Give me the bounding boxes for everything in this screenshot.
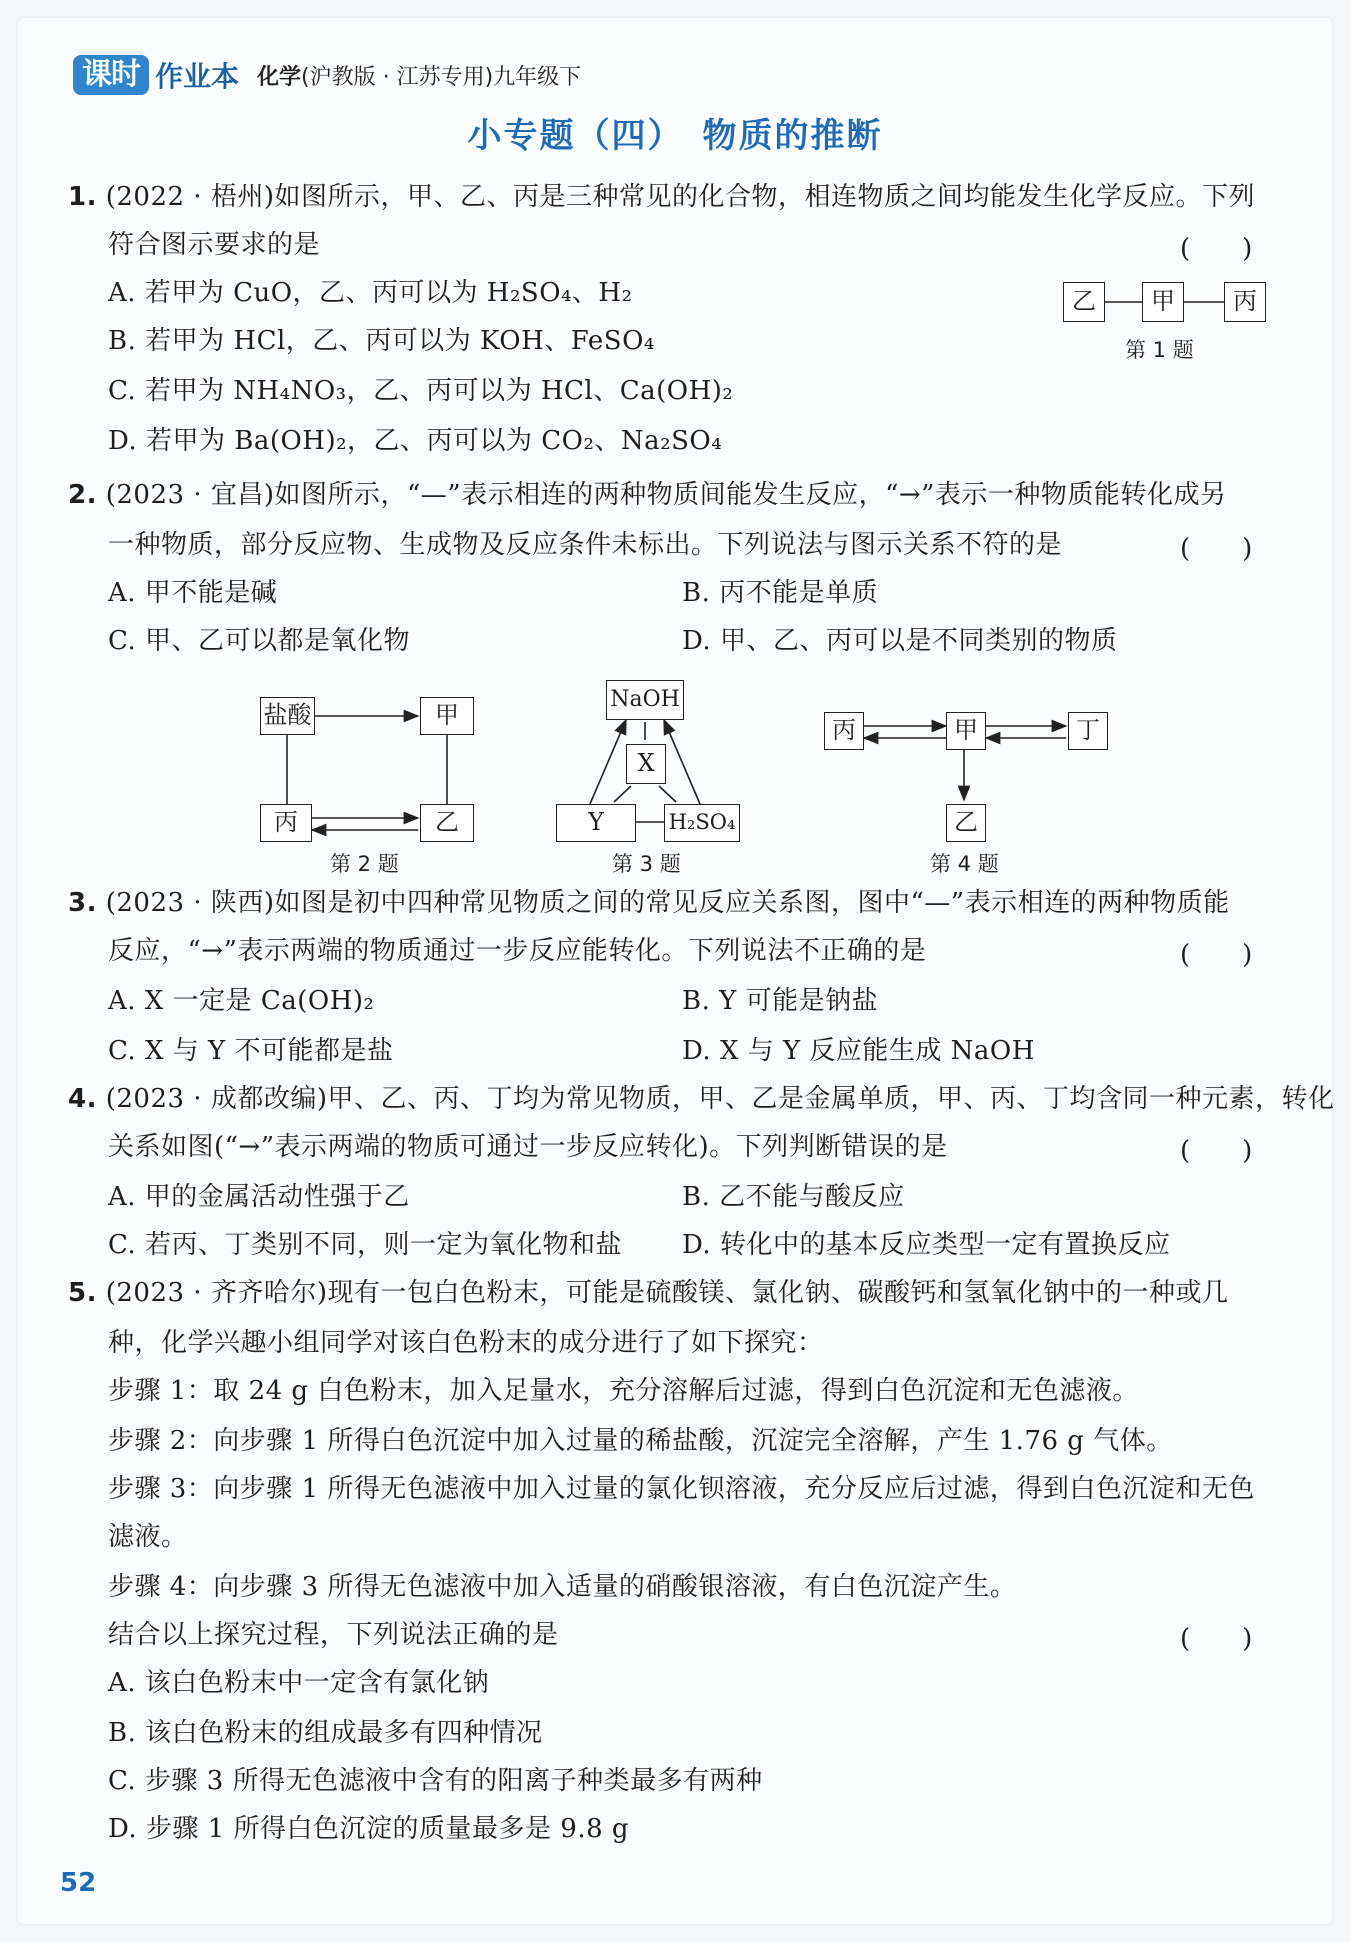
q1-option-a[interactable]: A. 若甲为 CuO，乙、丙可以为 H₂SO₄、H₂ [108,278,633,308]
q1-option-b[interactable]: B. 若甲为 HCl，乙、丙可以为 KOH、FeSO₄ [108,326,655,356]
q5-option-d[interactable]: D. 步骤 1 所得白色沉淀的质量最多是 9.8 g [108,1814,630,1844]
q5-stem-line1 [68,1276,1229,1310]
q2-option-c[interactable]: C. 甲、乙可以都是氧化物 [108,626,410,656]
fig3-box-h2so4: H₂SO₄ [664,804,740,842]
q5-stem-line2: 种，化学兴趣小组同学对该白色粉末的成分进行了如下探究： [108,1328,824,1358]
fig4-caption: 第 4 题 [930,852,999,876]
fig3-box-naoh: NaOH [606,680,684,720]
q2-option-b[interactable]: B. 丙不能是单质 [682,578,879,608]
series-logo: 课时 [73,55,149,95]
fig1-box-yi: 乙 [1063,282,1105,322]
page-title: 小专题（四） 物质的推断 [467,116,883,156]
fig2-box-bing: 丙 [260,804,312,842]
q3-text1: (2023 · 陕西)如图是初中四种常见物质之间的常见反应关系图，图中“—”表示相连的两种物质能 [105,888,1230,918]
q2-stem-line2: 一种物质，部分反应物、生成物及反应条件未标出。下列说法与图示关系不符的是 [108,530,1063,560]
q2-answer-blank[interactable]: ( ) [1180,534,1253,564]
q4-option-b[interactable]: B. 乙不能与酸反应 [682,1182,905,1212]
fig3-box-y: Y [556,804,636,842]
fig2-box-jia: 甲 [420,697,474,735]
fig1-caption: 第 1 题 [1125,338,1194,362]
fig3-caption: 第 3 题 [612,852,681,876]
q5-text1: (2023 · 齐齐哈尔)现有一包白色粉末，可能是硫酸镁、氯化钠、碳酸钙和氢氧化钠中的一种或几 [105,1278,1229,1308]
series-name: 作业本 [155,60,240,93]
page-number: 52 [60,1868,97,1898]
q3-option-b[interactable]: B. Y 可能是钠盐 [682,986,879,1016]
q4-stem-line2: 关系如图(“→”表示两端的物质可通过一步反应转化)。下列判断错误的是 [108,1132,948,1162]
q1-number: 1. [68,182,97,212]
q4-answer-blank[interactable]: ( ) [1180,1136,1253,1166]
q5-step3-line1: 步骤 3：向步骤 1 所得无色滤液中加入过量的氯化钡溶液，充分反应后过滤，得到白色沉淀和无色 [108,1474,1255,1504]
q5-option-a[interactable]: A. 该白色粉末中一定含有氯化钠 [108,1668,490,1698]
q1-option-c[interactable]: C. 若甲为 NH₄NO₃，乙、丙可以为 HCl、Ca(OH)₂ [108,376,734,406]
q3-option-c[interactable]: C. X 与 Y 不可能都是盐 [108,1036,394,1066]
q2-text1: (2023 · 宜昌)如图所示，“—”表示相连的两种物质间能发生反应，“→”表示一种物质能转化成另 [105,480,1227,510]
fig4-box-jia: 甲 [946,712,986,750]
fig2-box-hcl: 盐酸 [260,697,315,735]
fig1-box-bing: 丙 [1224,282,1266,322]
q5-answer-blank[interactable]: ( ) [1180,1624,1253,1654]
q4-stem-line1 [68,1082,1335,1116]
q4-option-c[interactable]: C. 若丙、丁类别不同，则一定为氧化物和盐 [108,1230,622,1260]
fig2-box-yi: 乙 [420,804,474,842]
fig2-caption: 第 2 题 [330,852,399,876]
fig4-box-ding: 丁 [1068,712,1108,750]
q4-option-d[interactable]: D. 转化中的基本反应类型一定有置换反应 [682,1230,1171,1260]
q3-answer-blank[interactable]: ( ) [1180,940,1253,970]
edition-label: (沪教版 · 江苏专用)九年级下 [301,64,582,90]
q3-number: 3. [68,888,97,918]
q4-text1: (2023 · 成都改编)甲、乙、丙、丁均为常见物质，甲、乙是金属单质，甲、丙、丁均含同一种元素，转化 [105,1084,1335,1114]
q1-answer-blank[interactable]: ( ) [1180,234,1253,264]
q2-number: 2. [68,480,97,510]
fig3-box-x: X [626,744,666,784]
subject-label: 化学 [257,64,302,90]
q4-option-a[interactable]: A. 甲的金属活动性强于乙 [108,1182,410,1212]
q3-stem-line1 [68,886,1230,920]
q2-stem-line1 [68,478,1226,512]
q2-option-a[interactable]: A. 甲不能是碱 [108,578,278,608]
q1-option-d[interactable]: D. 若甲为 Ba(OH)₂，乙、丙可以为 CO₂、Na₂SO₄ [108,426,723,456]
q5-step1: 步骤 1：取 24 g 白色粉末，加入足量水，充分溶解后过滤，得到白色沉淀和无色滤液。 [108,1376,1139,1406]
q3-option-a[interactable]: A. X 一定是 Ca(OH)₂ [108,986,375,1016]
q5-question: 结合以上探究过程，下列说法正确的是 [108,1620,559,1650]
q3-option-d[interactable]: D. X 与 Y 反应能生成 NaOH [682,1036,1035,1066]
q5-step4: 步骤 4：向步骤 3 所得无色滤液中加入适量的硝酸银溶液，有白色沉淀产生。 [108,1572,1017,1602]
q5-number: 5. [68,1278,97,1308]
q3-stem-line2: 反应，“→”表示两端的物质通过一步反应能转化。下列说法不正确的是 [108,936,927,966]
q4-number: 4. [68,1084,97,1114]
q5-step3-line2: 滤液。 [108,1522,188,1552]
q5-option-c[interactable]: C. 步骤 3 所得无色滤液中含有的阳离子种类最多有两种 [108,1766,763,1796]
q1-text1: (2022 · 梧州)如图所示，甲、乙、丙是三种常见的化合物，相连物质之间均能发生化学反应。下列 [105,182,1255,212]
fig4-box-bing: 丙 [824,712,864,750]
q5-step2: 步骤 2：向步骤 1 所得白色沉淀中加入过量的稀盐酸，沉淀完全溶解，产生 1.76 g 气体。 [108,1426,1173,1456]
fig1-box-jia: 甲 [1142,282,1184,322]
q1-stem-line2: 符合图示要求的是 [108,230,321,260]
fig4-box-yi: 乙 [946,804,986,842]
q2-option-d[interactable]: D. 甲、乙、丙可以是不同类别的物质 [682,626,1118,656]
q5-option-b[interactable]: B. 该白色粉末的组成最多有四种情况 [108,1718,543,1748]
